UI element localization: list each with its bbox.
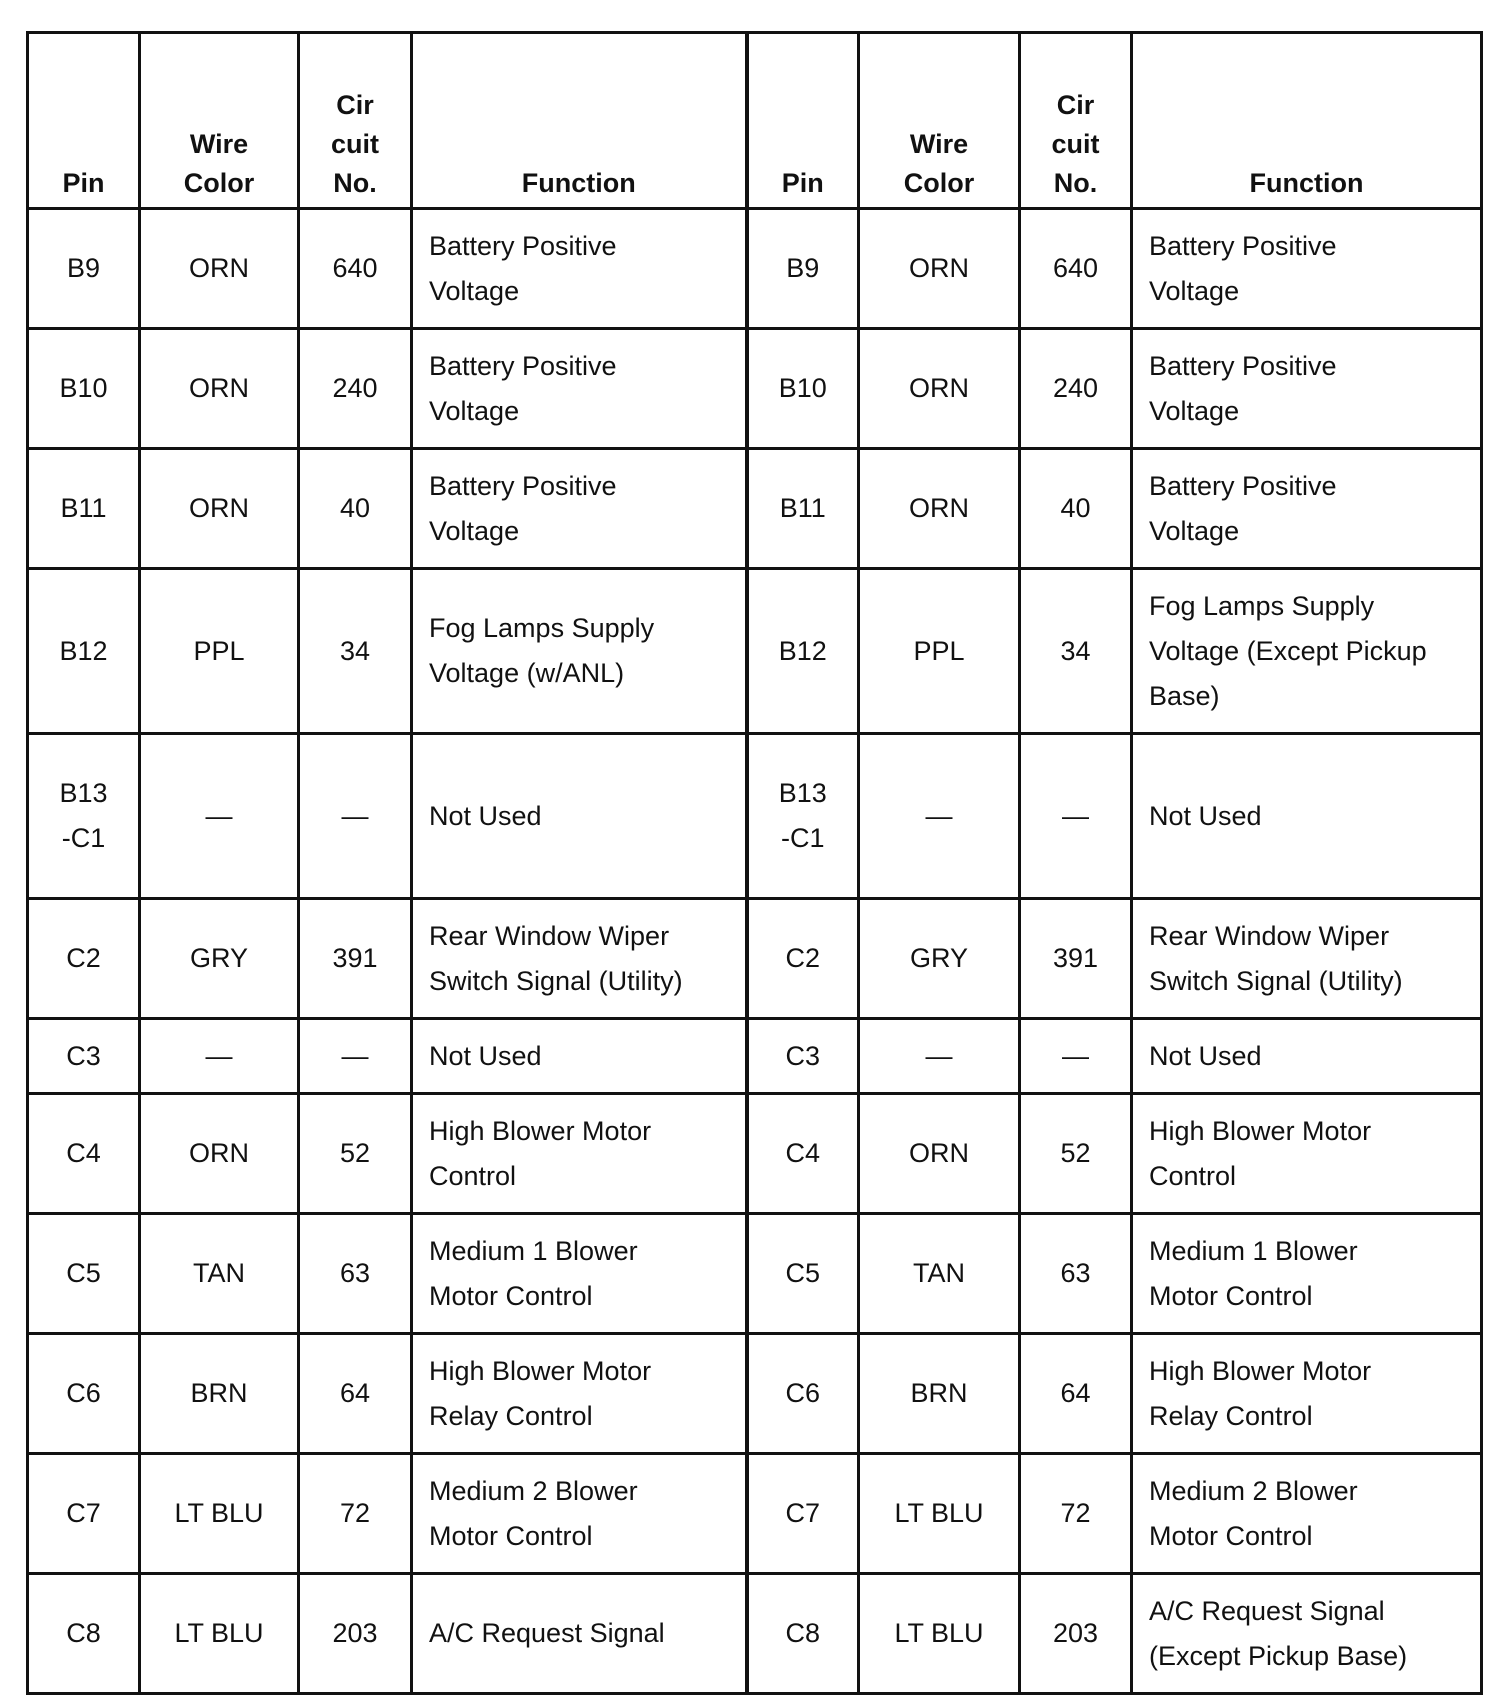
right-function-cell: Fog Lamps Supply Voltage (Except Pickup Base) (1132, 569, 1482, 734)
left-wire-color-header: Wire Color (140, 33, 299, 209)
right-function-cell: Medium 2 Blower Motor Control (1132, 1454, 1482, 1574)
left-function-cell: Medium 1 Blower Motor Control (412, 1214, 747, 1334)
left-pin-cell: C5 (28, 1214, 140, 1334)
left-function-cell: A/C Request Signal (412, 1574, 747, 1694)
right-circuit-cell: 40 (1020, 449, 1132, 569)
table-row (28, 734, 1482, 899)
right-pin-cell: B12 (747, 569, 859, 734)
table-row (28, 1454, 1482, 1574)
right-wire-color-cell: ORN (859, 329, 1020, 449)
left-wire-color-cell: BRN (140, 1334, 299, 1454)
right-wire-color-cell: TAN (859, 1214, 1020, 1334)
right-pin-cell: C3 (747, 1019, 859, 1094)
left-function-cell: Not Used (412, 734, 747, 899)
left-circuit-cell: — (299, 734, 412, 899)
right-function-cell: Rear Window Wiper Switch Signal (Utility) (1132, 899, 1482, 1019)
right-circuit-header: Cir cuit No. (1020, 33, 1132, 209)
right-wire-color-cell: GRY (859, 899, 1020, 1019)
right-wire-color-header: Wire Color (859, 33, 1020, 209)
left-circuit-cell: 40 (299, 449, 412, 569)
right-circuit-cell: 640 (1020, 209, 1132, 329)
table-row (28, 449, 1482, 569)
left-pin-cell: B9 (28, 209, 140, 329)
left-pin-cell: C7 (28, 1454, 140, 1574)
right-pin-cell: C8 (747, 1574, 859, 1694)
left-wire-color-cell: TAN (140, 1214, 299, 1334)
left-wire-color-cell: ORN (140, 1094, 299, 1214)
left-function-cell: High Blower Motor Control (412, 1094, 747, 1214)
table-row (28, 1214, 1482, 1334)
right-wire-color-cell: ORN (859, 1094, 1020, 1214)
left-pin-cell: C4 (28, 1094, 140, 1214)
right-pin-cell: C6 (747, 1334, 859, 1454)
left-function-cell: Battery Positive Voltage (412, 209, 747, 329)
left-function-cell: Battery Positive Voltage (412, 449, 747, 569)
right-function-cell: High Blower Motor Relay Control (1132, 1334, 1482, 1454)
table-row (28, 899, 1482, 1019)
right-function-cell: Battery Positive Voltage (1132, 449, 1482, 569)
pinout-body (28, 209, 1482, 1694)
left-function-cell: Medium 2 Blower Motor Control (412, 1454, 747, 1574)
left-pin-cell: C8 (28, 1574, 140, 1694)
right-circuit-cell: 72 (1020, 1454, 1132, 1574)
left-pin-header: Pin (28, 33, 140, 209)
left-wire-color-cell: GRY (140, 899, 299, 1019)
right-pin-cell: C7 (747, 1454, 859, 1574)
right-wire-color-cell: ORN (859, 449, 1020, 569)
left-wire-color-cell: ORN (140, 209, 299, 329)
left-circuit-cell: 640 (299, 209, 412, 329)
left-pin-cell: C2 (28, 899, 140, 1019)
right-circuit-cell: 34 (1020, 569, 1132, 734)
left-function-cell: Fog Lamps Supply Voltage (w/ANL) (412, 569, 747, 734)
left-pin-cell: B12 (28, 569, 140, 734)
right-function-cell: High Blower Motor Control (1132, 1094, 1482, 1214)
left-wire-color-cell: ORN (140, 329, 299, 449)
right-pin-cell: C4 (747, 1094, 859, 1214)
left-circuit-cell: 240 (299, 329, 412, 449)
left-function-header: Function (412, 33, 747, 209)
right-function-cell: Battery Positive Voltage (1132, 329, 1482, 449)
table-row (28, 569, 1482, 734)
right-function-cell: Not Used (1132, 734, 1482, 899)
left-pin-cell: C3 (28, 1019, 140, 1094)
right-pin-cell: C2 (747, 899, 859, 1019)
right-circuit-cell: 240 (1020, 329, 1132, 449)
header-row (28, 33, 1482, 209)
right-pin-header: Pin (747, 33, 859, 209)
right-circuit-cell: 391 (1020, 899, 1132, 1019)
left-circuit-cell: 72 (299, 1454, 412, 1574)
left-function-cell: Battery Positive Voltage (412, 329, 747, 449)
left-wire-color-cell: ORN (140, 449, 299, 569)
right-wire-color-cell: — (859, 1019, 1020, 1094)
right-pin-cell: C5 (747, 1214, 859, 1334)
right-circuit-cell: 203 (1020, 1574, 1132, 1694)
left-wire-color-cell: — (140, 734, 299, 899)
left-pin-cell: C6 (28, 1334, 140, 1454)
table-row (28, 1334, 1482, 1454)
left-circuit-cell: — (299, 1019, 412, 1094)
table-row (28, 1094, 1482, 1214)
right-circuit-cell: — (1020, 1019, 1132, 1094)
right-circuit-cell: 63 (1020, 1214, 1132, 1334)
right-wire-color-cell: LT BLU (859, 1574, 1020, 1694)
right-function-cell: Not Used (1132, 1019, 1482, 1094)
left-circuit-cell: 203 (299, 1574, 412, 1694)
right-function-cell: A/C Request Signal (Except Pickup Base) (1132, 1574, 1482, 1694)
left-circuit-header: Cir cuit No. (299, 33, 412, 209)
right-function-header: Function (1132, 33, 1482, 209)
right-circuit-cell: 52 (1020, 1094, 1132, 1214)
pinout-table (26, 31, 1483, 1695)
left-function-cell: Rear Window Wiper Switch Signal (Utility) (412, 899, 747, 1019)
left-circuit-cell: 391 (299, 899, 412, 1019)
right-circuit-cell: — (1020, 734, 1132, 899)
right-function-cell: Battery Positive Voltage (1132, 209, 1482, 329)
left-pin-cell: B10 (28, 329, 140, 449)
right-pin-cell: B10 (747, 329, 859, 449)
left-circuit-cell: 34 (299, 569, 412, 734)
left-wire-color-cell: LT BLU (140, 1454, 299, 1574)
left-pin-cell: B13 -C1 (28, 734, 140, 899)
left-function-cell: Not Used (412, 1019, 747, 1094)
left-circuit-cell: 52 (299, 1094, 412, 1214)
right-function-cell: Medium 1 Blower Motor Control (1132, 1214, 1482, 1334)
left-circuit-cell: 64 (299, 1334, 412, 1454)
right-wire-color-cell: LT BLU (859, 1454, 1020, 1574)
left-pin-cell: B11 (28, 449, 140, 569)
right-wire-color-cell: ORN (859, 209, 1020, 329)
left-function-cell: High Blower Motor Relay Control (412, 1334, 747, 1454)
right-wire-color-cell: BRN (859, 1334, 1020, 1454)
left-wire-color-cell: LT BLU (140, 1574, 299, 1694)
right-circuit-cell: 64 (1020, 1334, 1132, 1454)
right-wire-color-cell: PPL (859, 569, 1020, 734)
left-wire-color-cell: — (140, 1019, 299, 1094)
right-wire-color-cell: — (859, 734, 1020, 899)
right-pin-cell: B11 (747, 449, 859, 569)
table-row (28, 1574, 1482, 1694)
table-row (28, 329, 1482, 449)
left-circuit-cell: 63 (299, 1214, 412, 1334)
table-row (28, 1019, 1482, 1094)
right-pin-cell: B13 -C1 (747, 734, 859, 899)
table-row (28, 209, 1482, 329)
connector-pinout-sheet (26, 31, 1480, 1695)
left-wire-color-cell: PPL (140, 569, 299, 734)
right-pin-cell: B9 (747, 209, 859, 329)
